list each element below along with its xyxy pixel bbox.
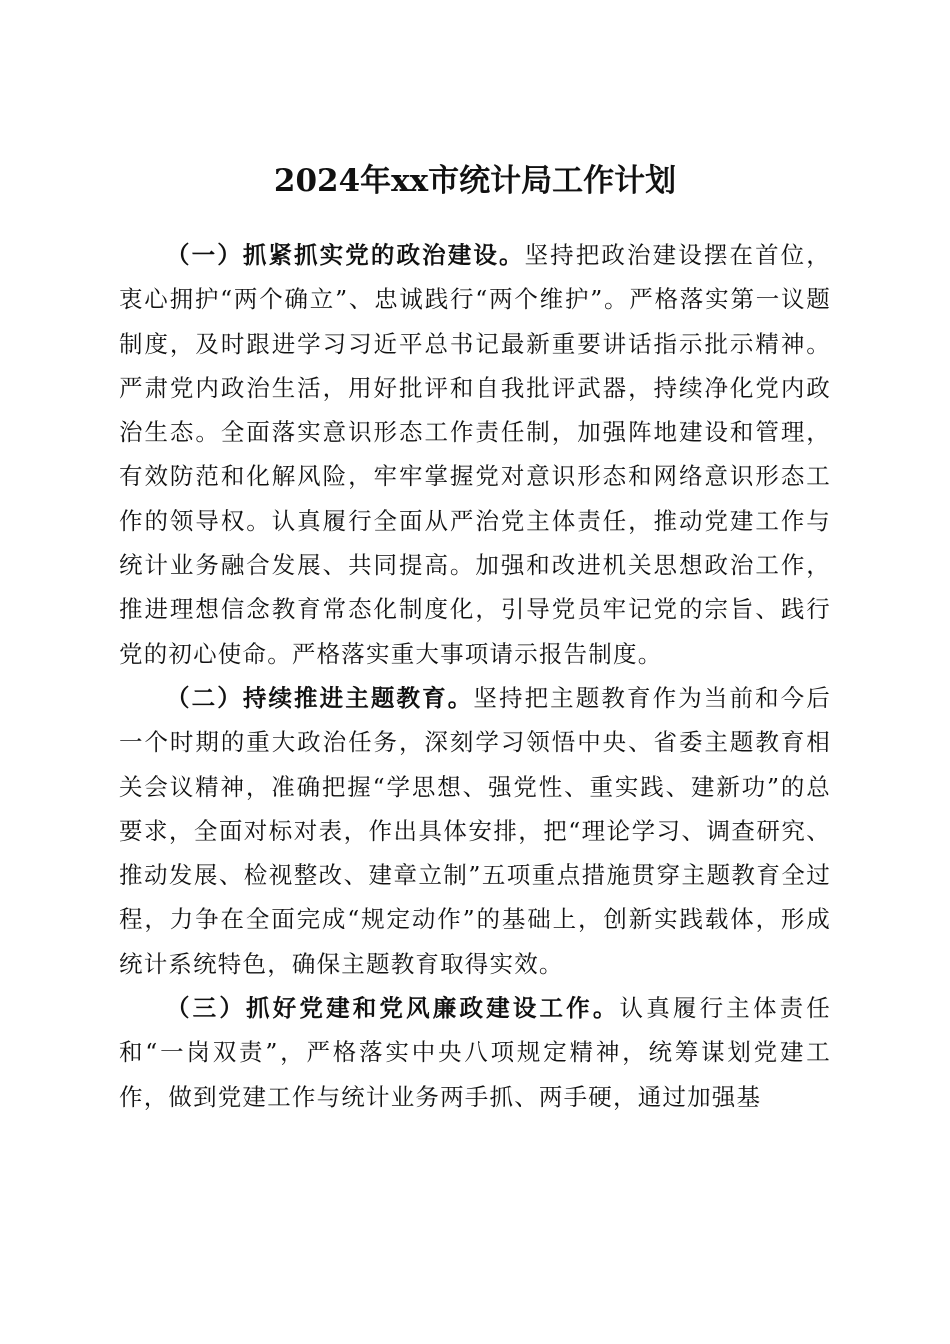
paragraph-2-heading: （二）持续推进主题教育。	[166, 683, 474, 712]
document-body	[119, 233, 831, 1119]
paragraph-3-text: 认真履行主体责任和“一岗双责”，严格落实中央八项规定精神，统筹谋划党建工作，做到党建工作与统计业务两手抓、两手硬，通过加强基	[119, 994, 831, 1111]
paragraph-2-text: 坚持把主题教育作为当前和今后一个时期的重大政治任务，深刻学习领悟中央、省委主题教育相关会议精神，准确把握“学思想、强党性、重实践、建新功”的总要求，全面对标对表，作出具体安排，把“理论学习、调查研究、推动发展、检视整改、建章立制”五项重点措施贯穿主题教育全过程，力争在全面完成“规定动作”的基础上，创新实践载体，形成统计系统特色，确保主题教育取得实效。	[119, 683, 831, 978]
paragraph-3	[119, 986, 831, 1119]
paragraph-2	[119, 676, 831, 986]
paragraph-1	[119, 233, 831, 676]
document-title: 2024年xx市统计局工作计划	[273, 162, 677, 199]
paragraph-1-text: 坚持把政治建设摆在首位，衷心拥护“两个确立”、忠诚践行“两个维护”。严格落实第一议题制度，及时跟进学习习近平总书记最新重要讲话指示批示精神。严肃党内政治生活，用好批评和自我批评武器，持续净化党内政治生态。全面落实意识形态工作责任制，加强阵地建设和管理，有效防范和化解风险，牢牢掌握党对意识形态和网络意识形态工作的领导权。认真履行全面从严治党主体责任，推动党建工作与统计业务融合发展、共同提高。加强和改进机关思想政治工作，推进理想信念教育常态化制度化，引导党员牢记党的宗旨、践行党的初心使命。严格落实重大事项请示报告制度。	[119, 241, 831, 668]
paragraph-1-heading: （一）抓紧抓实党的政治建设。	[166, 241, 525, 269]
paragraph-3-heading: （三）抓好党建和党风廉政建设工作。	[166, 994, 620, 1023]
